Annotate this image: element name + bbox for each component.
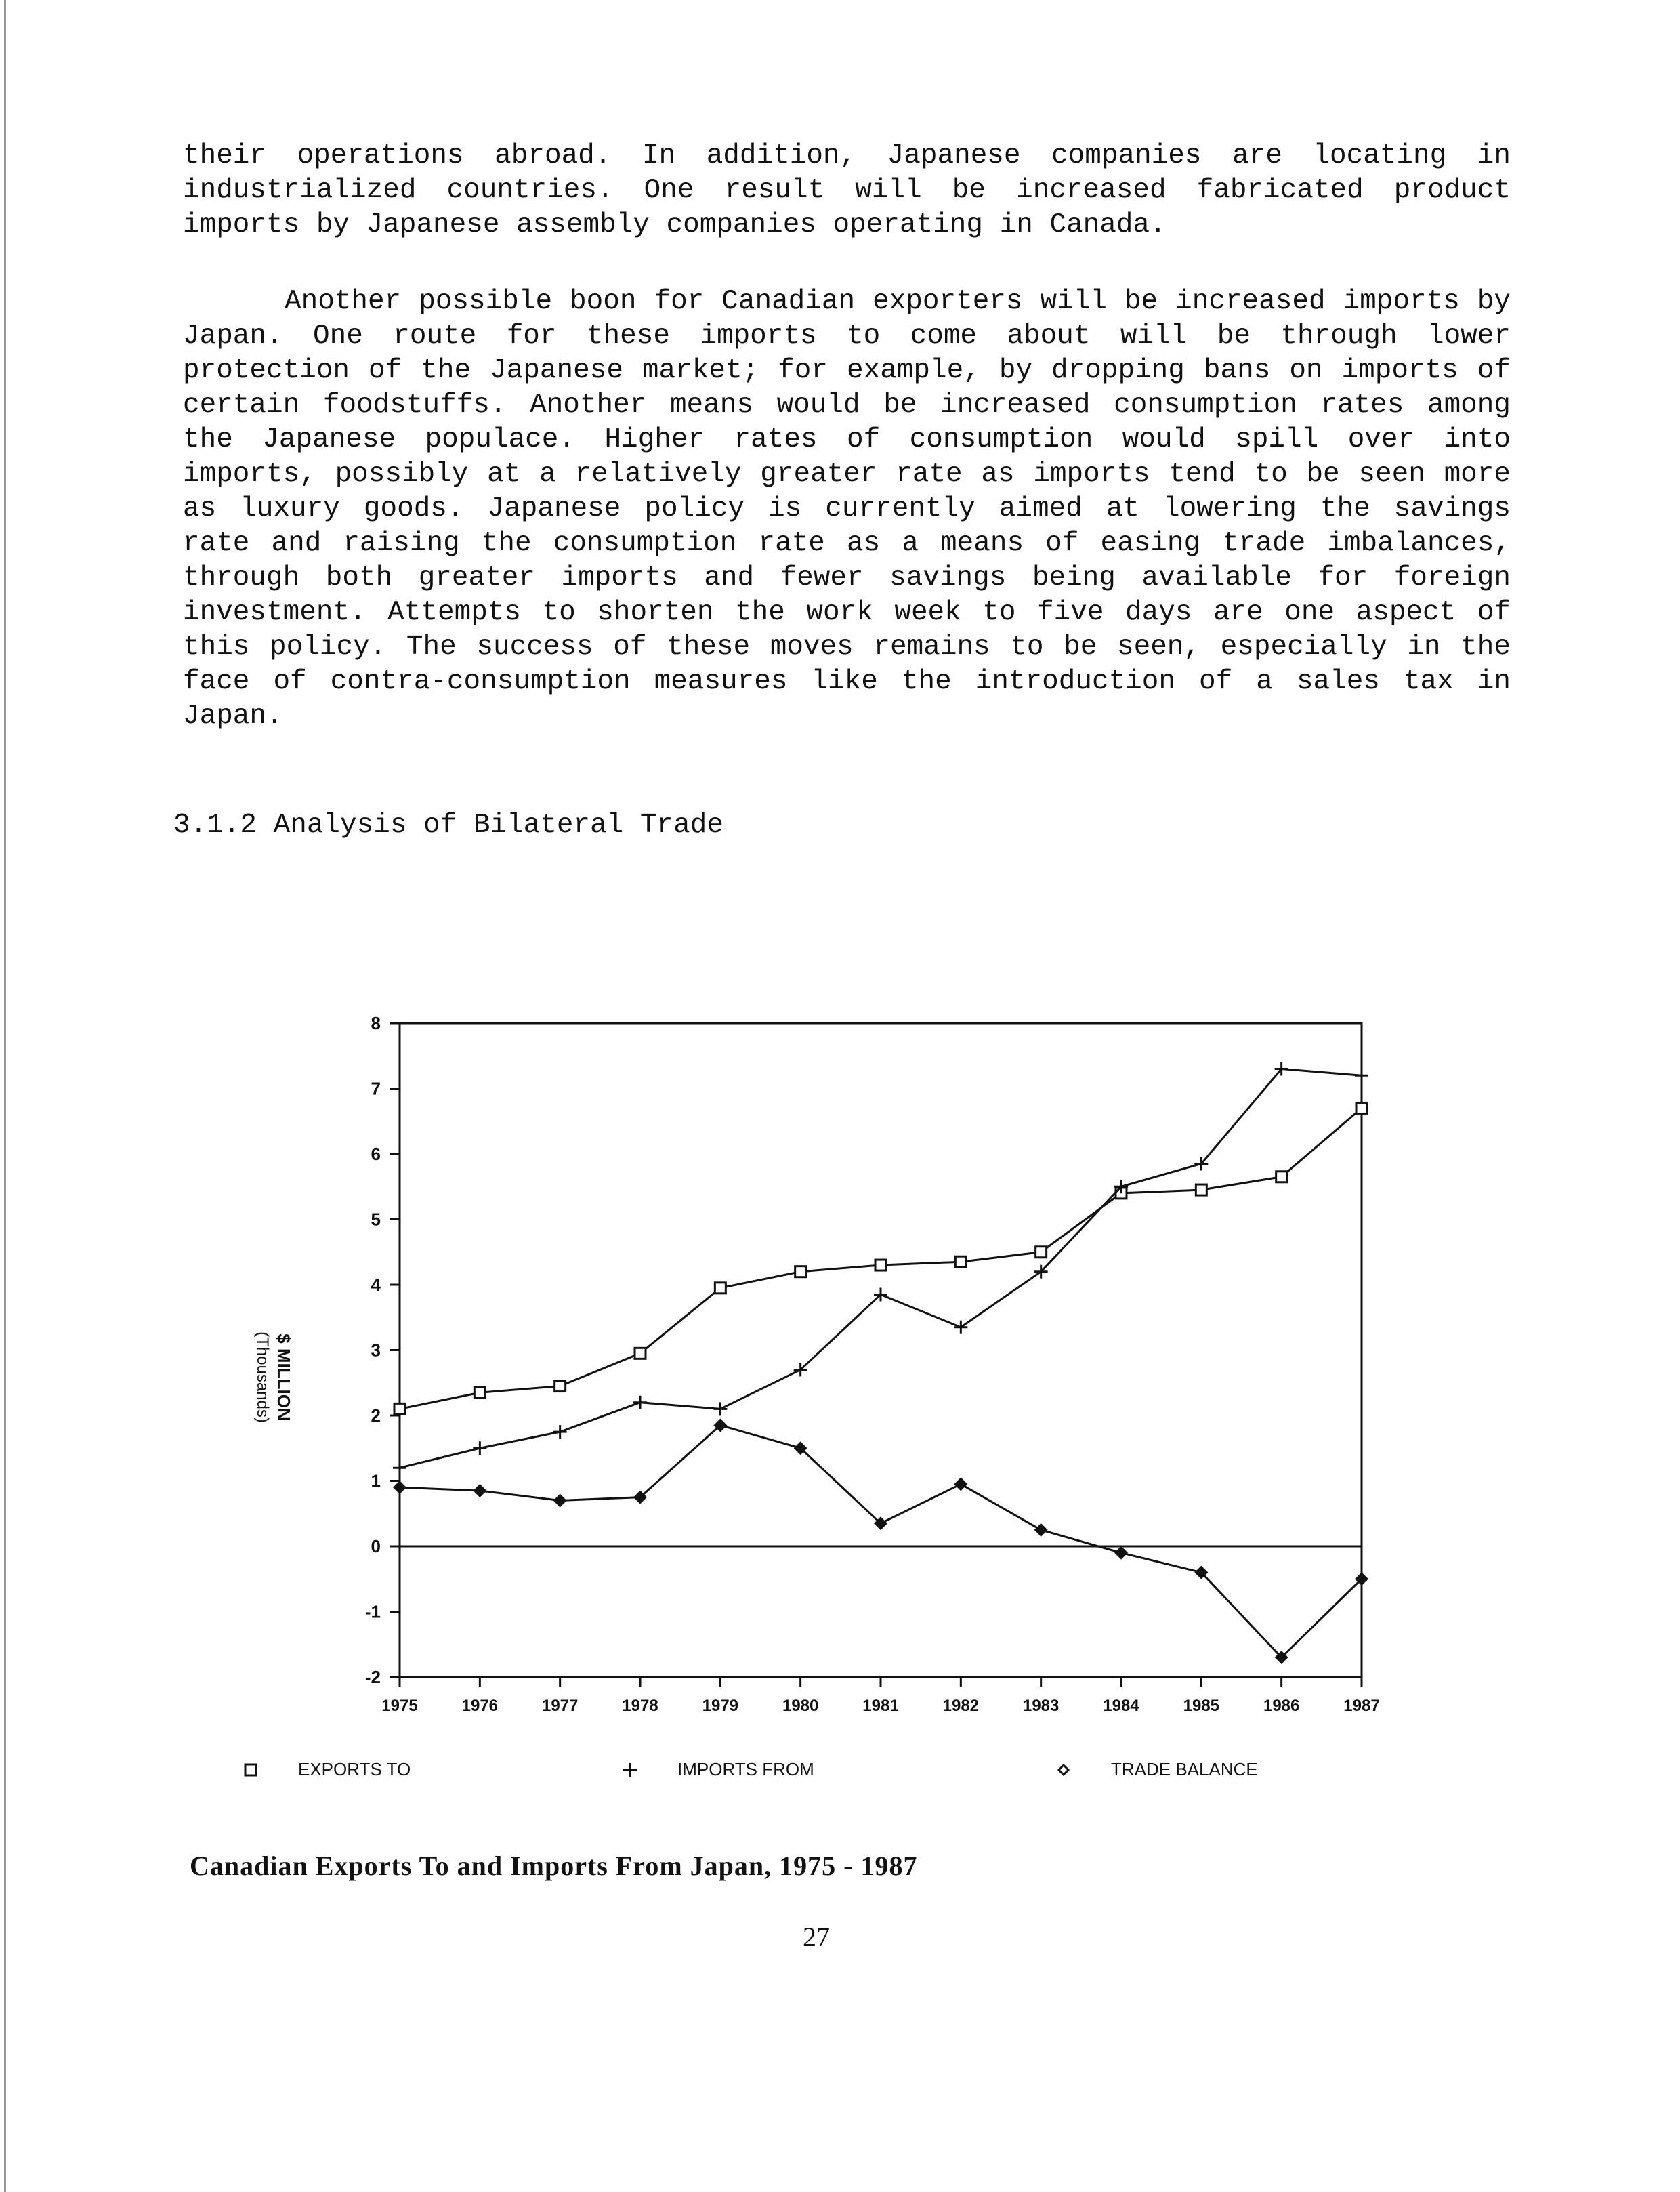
legend-marker-exports-to <box>245 1764 256 1775</box>
trade-balance-point <box>1114 1546 1128 1560</box>
exports-to-point <box>715 1283 726 1294</box>
x-tick-label: 1975 <box>381 1697 418 1715</box>
exports-to-point <box>555 1381 566 1392</box>
x-tick-label: 1987 <box>1343 1697 1380 1715</box>
exports-to-point <box>955 1256 966 1267</box>
page-number: 27 <box>803 1922 830 1952</box>
legend-label-trade-balance: TRADE BALANCE <box>1111 1759 1258 1779</box>
x-tick-label: 1980 <box>782 1697 819 1715</box>
section-heading: 3.1.2 Analysis of Bilateral Trade <box>173 810 723 841</box>
x-tick-label: 1986 <box>1263 1697 1300 1715</box>
y-tick-label: 0 <box>371 1536 381 1556</box>
exports-to-point <box>635 1348 646 1359</box>
exports-to-point <box>474 1387 485 1398</box>
x-tick-label: 1985 <box>1183 1697 1220 1715</box>
y-axis-label: $ MILLION <box>274 1333 294 1421</box>
trade-balance-point <box>473 1484 486 1497</box>
trade-chart <box>224 1010 1443 1823</box>
exports-to-line <box>400 1108 1362 1409</box>
y-tick-label: 7 <box>371 1078 381 1099</box>
x-tick-label: 1976 <box>461 1697 499 1715</box>
trade-balance-point <box>393 1481 406 1494</box>
legend-label-imports-from: IMPORTS FROM <box>677 1759 814 1779</box>
y-tick-label: 6 <box>371 1144 381 1164</box>
y-tick-label: 2 <box>371 1405 381 1426</box>
x-tick-label: 1977 <box>541 1697 579 1715</box>
exports-to-point <box>1036 1247 1047 1258</box>
y-tick-label: 1 <box>371 1470 381 1491</box>
y-tick-label: -2 <box>364 1667 381 1687</box>
plot-frame <box>400 1023 1362 1677</box>
legend-label-exports-to: EXPORTS TO <box>298 1759 411 1779</box>
trade-balance-point <box>553 1493 567 1507</box>
exports-to-point <box>875 1260 886 1270</box>
paragraph-2: Another possible boon for Canadian exporters will be increased imports by Japan. One route for these imports to come about will be through lower protection of the Japanese market; for example, by dropping bans on imports of certain foodstuffs. Another means would be increased consumption rates among the Japanese populace. Higher rates of consumption would spill over into imports, possibly at a relatively greater rate as imports tend to be seen more as luxury goods. Japanese policy is currently aimed at lowering the savings rate and raising the consumption rate as a means of easing trade imbalances, through both greater imports and fewer savings being available for foreign investment. Attempts to shorten the work week to five days are one aspect of this policy. The success of these moves remains to be seen, especially in the face of contra-consumption measures like the introduction of a sales tax in Japan. <box>183 286 1511 732</box>
x-tick-label: 1983 <box>1022 1697 1059 1715</box>
x-tick-label: 1982 <box>942 1697 980 1715</box>
y-tick-label: 5 <box>371 1209 381 1230</box>
exports-to-point <box>1196 1184 1206 1195</box>
x-tick-label: 1984 <box>1103 1697 1139 1715</box>
y-tick-label: 3 <box>371 1340 381 1361</box>
exports-to-point <box>795 1266 806 1277</box>
y-tick-label: -1 <box>364 1601 381 1622</box>
exports-to-point <box>1356 1102 1367 1113</box>
y-axis-sublabel: (Thousands) <box>253 1331 272 1423</box>
y-tick-label: 8 <box>371 1013 381 1033</box>
scan-edge <box>4 0 6 2192</box>
figure-caption: Canadian Exports To and Imports From Japan, 1975 - 1987 <box>190 1850 918 1881</box>
trade-balance-point <box>1034 1523 1048 1537</box>
paragraph-1: their operations abroad. In addition, Japanese companies are locating in industrialized countries. One result will be increased fabricated product imports by Japanese assembly companies operating in Canada. <box>183 140 1511 241</box>
x-tick-label: 1979 <box>702 1697 739 1715</box>
x-tick-label: 1981 <box>862 1697 899 1715</box>
x-tick-label: 1978 <box>622 1697 658 1715</box>
exports-to-point <box>394 1403 405 1414</box>
trade-balance-line <box>400 1425 1362 1657</box>
legend-marker-trade-balance <box>1059 1765 1068 1775</box>
exports-to-point <box>1276 1172 1287 1182</box>
trade-balance-point <box>954 1477 967 1491</box>
y-tick-label: 4 <box>371 1275 381 1295</box>
